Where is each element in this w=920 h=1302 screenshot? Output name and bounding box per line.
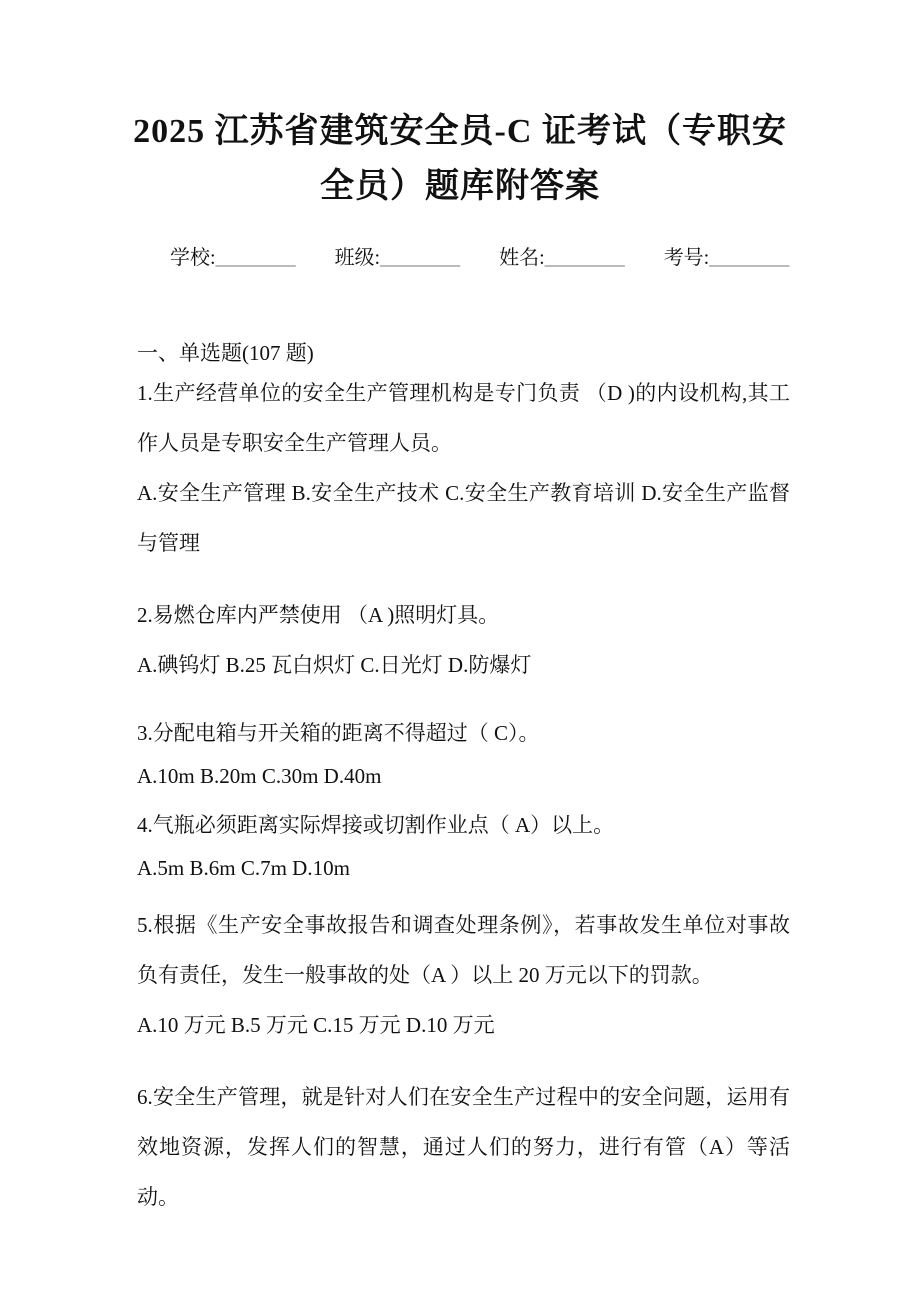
question-5-options: A.10 万元 B.5 万元 C.15 万元 D.10 万元 <box>137 1013 495 1037</box>
question-6-text: 6.安全生产管理，就是针对人们在安全生产过程中的安全问题，运用有效地资源，发挥人们的智慧，通过人们的努力，进行有管（A）等活动。 <box>137 1085 790 1209</box>
question-1-options: A.安全生产管理 B.安全生产技术 C.安全生产教育培训 D.安全生产监督与管理 <box>137 481 790 555</box>
question-1 <box>137 368 790 568</box>
exam-number-blank: ________ <box>709 247 790 269</box>
exam-number-label: 考号: <box>663 247 710 269</box>
class-label: 班级: <box>334 247 381 269</box>
questions-list <box>137 368 790 1222</box>
document-title <box>0 104 920 214</box>
question-4-text: 4.气瓶必须距离实际焊接或切割作业点（ A）以上。 <box>137 813 615 837</box>
document-title-line-1: 2025 江苏省建筑安全员-C 证考试（专职安 <box>133 113 787 150</box>
question-3 <box>137 712 790 798</box>
school-field <box>170 244 296 272</box>
name-field <box>499 244 625 272</box>
question-4-options: A.5m B.6m C.7m D.10m <box>137 856 350 880</box>
section-heading-single-choice: 一、单选题(107 题) <box>137 341 314 365</box>
question-2-options: A.碘钨灯 B.25 瓦白炽灯 C.日光灯 D.防爆灯 <box>137 653 532 677</box>
question-4 <box>137 804 790 890</box>
exam-number-field <box>664 244 790 272</box>
school-blank: ________ <box>215 247 296 269</box>
school-label: 学校: <box>170 247 216 269</box>
question-2-text: 2.易燃仓库内严禁使用 （A )照明灯具。 <box>137 603 500 627</box>
document-title-line-2: 全员）题库附答案 <box>320 168 600 205</box>
question-6 <box>137 1072 790 1222</box>
name-blank: ________ <box>544 247 625 269</box>
class-field <box>335 244 461 272</box>
question-3-text: 3.分配电箱与开关箱的距离不得超过（ C）。 <box>137 721 540 745</box>
question-5-text: 5.根据《生产安全事故报告和调查处理条例》，若事故发生单位对事故负有责任，发生一般事故的处（A ）以上 20 万元以下的罚款。 <box>137 913 790 987</box>
question-2 <box>137 590 790 690</box>
question-1-text: 1.生产经营单位的安全生产管理机构是专门负责 （D )的内设机构,其工作人员是专职安全生产管理人员。 <box>137 381 790 455</box>
question-3-options: A.10m B.20m C.30m D.40m <box>137 764 382 788</box>
question-5 <box>137 900 790 1050</box>
name-label: 姓名: <box>499 247 545 269</box>
student-info-line <box>170 244 790 272</box>
class-blank: ________ <box>380 247 461 269</box>
